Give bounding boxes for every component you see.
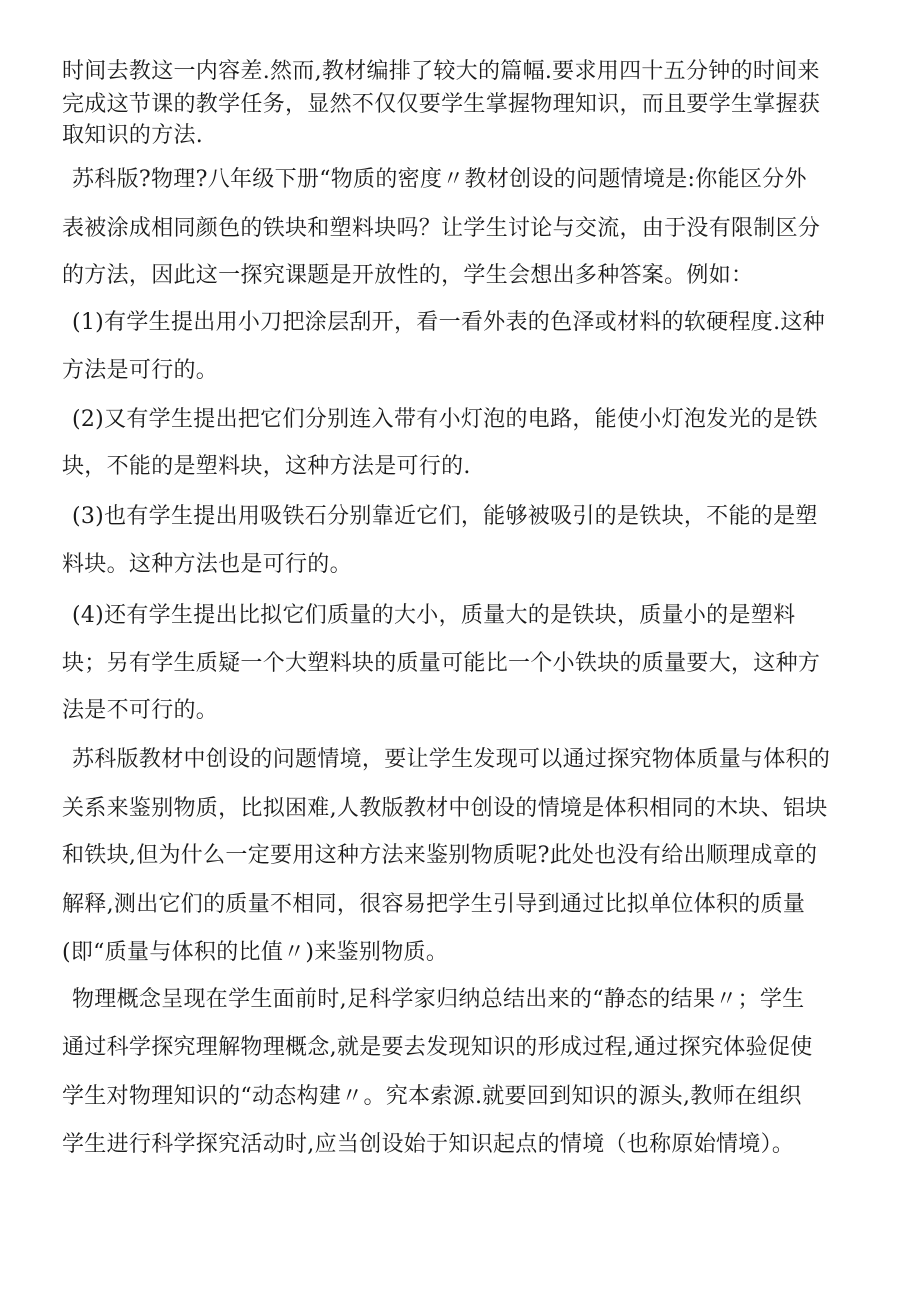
text-line: 苏科版?物理?八年级下册“物质的密度〃教材创设的问题情境是:你能区分外 [72,167,807,192]
text-line: 通过科学探究理解物理概念,就是要去发现知识的形成过程,通过探究体验促使 [62,1035,813,1060]
text-line: 学生对物理知识的“动态构建〃。究本索源.就要回到知识的源头,教师在组织 [62,1084,802,1109]
text-line: (4)还有学生提出比拟它们质量的大小，质量大的是铁块，质量小的是塑料 [72,603,796,628]
text-line: 关系来鉴别物质，比拟困难,人教版教材中创设的情境是体积相同的木块、铝块 [62,796,828,821]
text-line: 取知识的方法. [62,123,204,148]
text-line: 的方法，因此这一探究课题是开放性的，学生会想出多种答案。例如： [62,263,754,288]
text-line: 和铁块,但为什么一定要用这种方法来鉴别物质呢?此处也没有给出顺理成章的 [62,843,818,868]
text-line: 物理概念呈现在学生面前时,足科学家归纳总结出来的“静态的结果〃；学生 [72,987,805,1012]
text-line: 块；另有学生质疑一个大塑料块的质量可能比一个小铁块的质量要大，这种方 [62,651,821,676]
text-line: 块，不能的是塑料块，这种方法是可行的. [62,454,471,479]
text-line: 苏科版教材中创设的问题情境，要让学生发现可以通过探究物体质量与体积的 [72,747,831,772]
text-line: (3)也有学生提出用吸铁石分别靠近它们，能够被吸引的是铁块，不能的是塑 [72,504,818,529]
text-line: 学生进行科学探究活动时,应当创设始于知识起点的情境（也称原始情境）。 [62,1132,795,1157]
text-line: (即“质量与体积的比值〃)来鉴别物质。 [62,940,449,965]
text-line: 表被涂成相同颜色的铁块和塑料块吗？让学生讨论与交流，由于没有限制区分 [62,216,821,241]
text-line: 时间去教这一内容差.然而,教材编排了较大的篇幅.要求用四十五分钟的时间来 [62,59,820,84]
text-line: (1)有学生提出用小刀把涂层刮开，看一看外表的色泽或材料的软硬程度.这种 [72,310,825,335]
text-line: 料块。这种方法也是可行的。 [62,552,352,577]
text-line: 方法是可行的。 [62,358,219,383]
text-line: 解释,测出它们的质量不相同，很容易把学生引导到通过比拟单位体积的质量 [62,892,806,917]
text-line: 完成这节课的教学任务，显然不仅仅要学生掌握物理知识，而且要学生掌握获 [62,92,821,117]
text-line: (2)又有学生提出把它们分别连入带有小灯泡的电路，能使小灯泡发光的是铁 [72,407,818,432]
text-line: 法是不可行的。 [62,698,219,723]
